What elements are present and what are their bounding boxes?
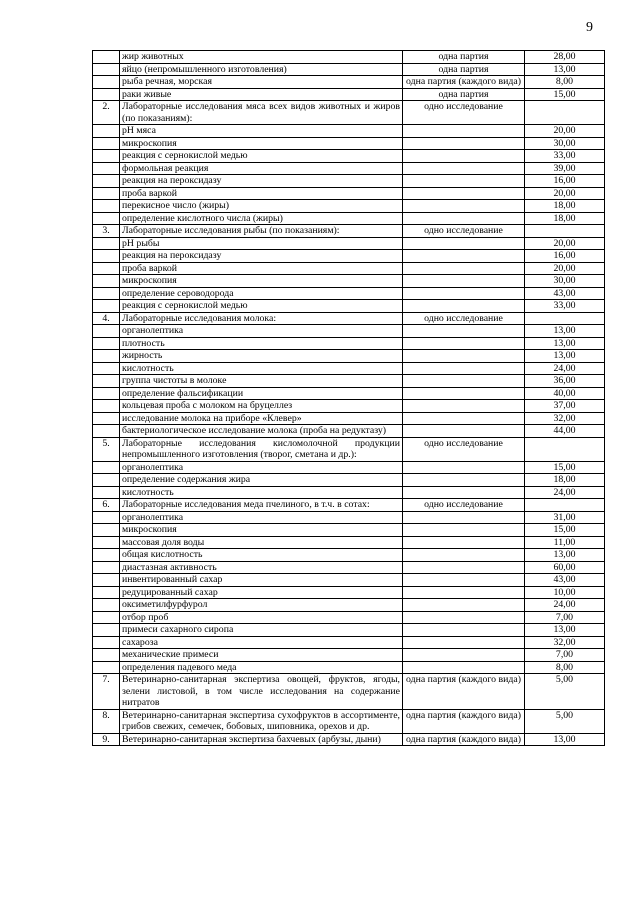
row-unit [403, 262, 525, 275]
row-unit [403, 400, 525, 413]
row-price: 7,00 [525, 649, 605, 662]
row-number [93, 187, 120, 200]
row-price: 31,00 [525, 511, 605, 524]
row-number [93, 461, 120, 474]
table-row [93, 524, 605, 537]
row-price [525, 437, 605, 461]
table-row [93, 362, 605, 375]
row-name: определение сероводорода [120, 287, 403, 300]
row-unit: одна партия (каждого вида) [403, 76, 525, 89]
row-price: 39,00 [525, 162, 605, 175]
row-price: 18,00 [525, 474, 605, 487]
row-price: 8,00 [525, 76, 605, 89]
row-name: органолептика [120, 325, 403, 338]
row-price: 13,00 [525, 337, 605, 350]
row-number [93, 599, 120, 612]
row-price: 13,00 [525, 63, 605, 76]
row-unit [403, 287, 525, 300]
row-name: жирность [120, 350, 403, 363]
table-row [93, 187, 605, 200]
row-number [93, 661, 120, 674]
table-row [93, 237, 605, 250]
row-name: оксиметилфурфурол [120, 599, 403, 612]
row-name: Ветеринарно-санитарная экспертиза бахчевых (арбузы, дыни) [120, 733, 403, 746]
row-number [93, 586, 120, 599]
row-unit [403, 200, 525, 213]
row-unit [403, 624, 525, 637]
row-number [93, 362, 120, 375]
table-row [93, 51, 605, 64]
table-row [93, 137, 605, 150]
row-price: 24,00 [525, 599, 605, 612]
row-number: 4. [93, 312, 120, 325]
row-name: кислотность [120, 486, 403, 499]
row-name: микроскопия [120, 275, 403, 288]
row-name: Лабораторные исследования мяса всех видов животных и жиров (по показаниям): [120, 101, 403, 125]
table-row [93, 287, 605, 300]
row-name: жир животных [120, 51, 403, 64]
row-name: микроскопия [120, 524, 403, 537]
row-price: 15,00 [525, 88, 605, 101]
row-price: 15,00 [525, 461, 605, 474]
table-row [93, 162, 605, 175]
row-number: 5. [93, 437, 120, 461]
row-name: Ветеринарно-санитарная экспертиза овощей, фруктов, ягоды, зелени листовой, в том числе исследования на содержание нитратов [120, 674, 403, 710]
table-row [93, 400, 605, 413]
row-name: инвентированный сахар [120, 574, 403, 587]
row-name: яйцо (непромышленного изготовления) [120, 63, 403, 76]
row-name: проба варкой [120, 187, 403, 200]
row-number: 9. [93, 733, 120, 746]
row-number [93, 611, 120, 624]
row-name: определение фальсификации [120, 387, 403, 400]
row-price: 13,00 [525, 624, 605, 637]
row-name: формольная реакция [120, 162, 403, 175]
row-price [525, 101, 605, 125]
row-number [93, 51, 120, 64]
row-number [93, 125, 120, 138]
row-unit [403, 137, 525, 150]
row-price: 8,00 [525, 661, 605, 674]
row-price: 36,00 [525, 375, 605, 388]
row-price: 13,00 [525, 549, 605, 562]
table-row [93, 474, 605, 487]
row-price: 24,00 [525, 362, 605, 375]
row-price: 10,00 [525, 586, 605, 599]
row-unit: одна партия (каждого вида) [403, 674, 525, 710]
table-row [93, 611, 605, 624]
row-number [93, 486, 120, 499]
row-unit: одно исследование [403, 499, 525, 512]
row-number: 7. [93, 674, 120, 710]
row-unit [403, 574, 525, 587]
row-number [93, 150, 120, 163]
table-row [93, 300, 605, 313]
row-name: Лабораторные исследования молока: [120, 312, 403, 325]
table-row [93, 150, 605, 163]
row-number [93, 175, 120, 188]
row-price: 33,00 [525, 300, 605, 313]
table-row [93, 312, 605, 325]
row-name: группа чистоты в молоке [120, 375, 403, 388]
row-number [93, 275, 120, 288]
row-number [93, 636, 120, 649]
row-name: редуцированный сахар [120, 586, 403, 599]
row-number [93, 549, 120, 562]
row-name: кислотность [120, 362, 403, 375]
table-row [93, 425, 605, 438]
row-unit [403, 511, 525, 524]
page-number: 9 [586, 20, 593, 35]
table-row [93, 76, 605, 89]
row-price [525, 499, 605, 512]
table-row [93, 200, 605, 213]
row-number [93, 425, 120, 438]
row-price [525, 312, 605, 325]
row-name: общая кислотность [120, 549, 403, 562]
table-row [93, 275, 605, 288]
row-unit [403, 661, 525, 674]
row-unit [403, 636, 525, 649]
row-unit: одна партия (каждого вида) [403, 733, 525, 746]
row-price: 7,00 [525, 611, 605, 624]
row-name: определение кислотного числа (жиры) [120, 212, 403, 225]
row-name: плотность [120, 337, 403, 350]
row-number [93, 212, 120, 225]
row-unit [403, 150, 525, 163]
row-number [93, 649, 120, 662]
table-row [93, 387, 605, 400]
row-price: 28,00 [525, 51, 605, 64]
row-unit [403, 300, 525, 313]
row-number [93, 300, 120, 313]
row-unit [403, 586, 525, 599]
row-name: Лабораторные исследования кисломолочной продукции непромышленного изготовления (творог, сметана и др.): [120, 437, 403, 461]
table-row [93, 262, 605, 275]
row-name: определения падевого меда [120, 661, 403, 674]
row-price: 32,00 [525, 412, 605, 425]
row-unit [403, 125, 525, 138]
table-row [93, 175, 605, 188]
row-number: 2. [93, 101, 120, 125]
row-price: 15,00 [525, 524, 605, 537]
row-price: 5,00 [525, 709, 605, 733]
row-price: 32,00 [525, 636, 605, 649]
row-name: реакция с сернокислой медью [120, 150, 403, 163]
row-unit [403, 325, 525, 338]
row-price: 44,00 [525, 425, 605, 438]
row-name: исследование молока на приборе «Клевер» [120, 412, 403, 425]
row-number [93, 337, 120, 350]
row-price: 60,00 [525, 561, 605, 574]
row-number [93, 574, 120, 587]
row-unit [403, 649, 525, 662]
table-row [93, 325, 605, 338]
price-table-body [93, 51, 605, 746]
row-name: Лабораторные исследования рыбы (по показаниям): [120, 225, 403, 238]
row-number [93, 262, 120, 275]
row-name: примеси сахарного сиропа [120, 624, 403, 637]
table-row [93, 561, 605, 574]
row-number [93, 412, 120, 425]
row-unit [403, 412, 525, 425]
table-row [93, 499, 605, 512]
row-unit: одно исследование [403, 101, 525, 125]
row-unit [403, 187, 525, 200]
row-price: 20,00 [525, 262, 605, 275]
row-price: 13,00 [525, 350, 605, 363]
row-unit [403, 461, 525, 474]
row-price: 24,00 [525, 486, 605, 499]
row-unit [403, 162, 525, 175]
row-number [93, 561, 120, 574]
row-price: 43,00 [525, 574, 605, 587]
row-price: 18,00 [525, 200, 605, 213]
row-price: 20,00 [525, 125, 605, 138]
table-row [93, 709, 605, 733]
row-unit [403, 524, 525, 537]
row-name: pH мяса [120, 125, 403, 138]
row-name: Лабораторные исследования меда пчелиного, в т.ч. в сотах: [120, 499, 403, 512]
row-number [93, 375, 120, 388]
table-row [93, 337, 605, 350]
row-name: Ветеринарно-санитарная экспертиза сухофруктов в ассортименте, грибов свежих, семечек, бобовых, шиповника, орехов и др. [120, 709, 403, 733]
row-price: 13,00 [525, 733, 605, 746]
row-number [93, 511, 120, 524]
row-price: 40,00 [525, 387, 605, 400]
row-number [93, 624, 120, 637]
row-name: органолептика [120, 461, 403, 474]
row-price: 43,00 [525, 287, 605, 300]
row-number [93, 287, 120, 300]
row-number [93, 536, 120, 549]
table-row [93, 674, 605, 710]
row-number: 8. [93, 709, 120, 733]
row-name: массовая доля воды [120, 536, 403, 549]
row-unit [403, 599, 525, 612]
table-row [93, 599, 605, 612]
table-row [93, 733, 605, 746]
row-price: 16,00 [525, 175, 605, 188]
row-price: 30,00 [525, 275, 605, 288]
row-number [93, 524, 120, 537]
row-unit: одна партия (каждого вида) [403, 709, 525, 733]
row-name: раки живые [120, 88, 403, 101]
row-number: 6. [93, 499, 120, 512]
row-price: 30,00 [525, 137, 605, 150]
table-row [93, 486, 605, 499]
row-unit [403, 486, 525, 499]
row-unit [403, 337, 525, 350]
table-row [93, 511, 605, 524]
table-row [93, 624, 605, 637]
table-row [93, 549, 605, 562]
table-row [93, 574, 605, 587]
row-name: реакция с сернокислой медью [120, 300, 403, 313]
row-number [93, 250, 120, 263]
table-row [93, 649, 605, 662]
row-unit [403, 237, 525, 250]
table-row [93, 636, 605, 649]
row-unit [403, 175, 525, 188]
table-row [93, 125, 605, 138]
row-number [93, 63, 120, 76]
row-name: сахароза [120, 636, 403, 649]
row-unit [403, 362, 525, 375]
row-name: органолептика [120, 511, 403, 524]
row-unit [403, 611, 525, 624]
row-unit: одно исследование [403, 437, 525, 461]
row-price [525, 225, 605, 238]
row-unit [403, 536, 525, 549]
price-table [92, 50, 605, 746]
row-price: 37,00 [525, 400, 605, 413]
row-unit [403, 350, 525, 363]
table-row [93, 586, 605, 599]
table-row [93, 225, 605, 238]
row-unit: одна партия [403, 88, 525, 101]
table-row [93, 536, 605, 549]
row-number [93, 237, 120, 250]
table-row [93, 350, 605, 363]
row-name: бактериологическое исследование молока (проба на редуктазу) [120, 425, 403, 438]
row-number [93, 162, 120, 175]
row-price: 33,00 [525, 150, 605, 163]
row-unit: одно исследование [403, 312, 525, 325]
row-number [93, 88, 120, 101]
row-price: 11,00 [525, 536, 605, 549]
row-unit [403, 425, 525, 438]
table-row [93, 437, 605, 461]
row-unit: одна партия [403, 51, 525, 64]
row-price: 20,00 [525, 237, 605, 250]
row-name: механические примеси [120, 649, 403, 662]
row-number [93, 474, 120, 487]
row-name: реакция на пероксидазу [120, 250, 403, 263]
table-row [93, 375, 605, 388]
row-number [93, 325, 120, 338]
row-number [93, 400, 120, 413]
row-name: рыба речная, морская [120, 76, 403, 89]
row-price: 13,00 [525, 325, 605, 338]
row-unit [403, 375, 525, 388]
row-unit: одно исследование [403, 225, 525, 238]
table-row [93, 461, 605, 474]
row-unit [403, 387, 525, 400]
row-name: определение содержания жира [120, 474, 403, 487]
row-price: 20,00 [525, 187, 605, 200]
table-row [93, 88, 605, 101]
row-number [93, 76, 120, 89]
table-row [93, 212, 605, 225]
table-row [93, 250, 605, 263]
row-name: проба варкой [120, 262, 403, 275]
table-row [93, 412, 605, 425]
row-unit [403, 250, 525, 263]
row-number [93, 200, 120, 213]
row-name: диастазная активность [120, 561, 403, 574]
table-row [93, 101, 605, 125]
row-name: отбор проб [120, 611, 403, 624]
row-name: реакция на пероксидазу [120, 175, 403, 188]
row-name: кольцевая проба с молоком на бруцеллез [120, 400, 403, 413]
row-price: 16,00 [525, 250, 605, 263]
row-name: pH рыбы [120, 237, 403, 250]
row-unit [403, 474, 525, 487]
row-name: микроскопия [120, 137, 403, 150]
row-unit [403, 212, 525, 225]
row-number [93, 350, 120, 363]
row-price: 18,00 [525, 212, 605, 225]
row-unit [403, 275, 525, 288]
row-number [93, 137, 120, 150]
row-number: 3. [93, 225, 120, 238]
row-unit: одна партия [403, 63, 525, 76]
row-unit [403, 549, 525, 562]
row-unit [403, 561, 525, 574]
row-price: 5,00 [525, 674, 605, 710]
row-number [93, 387, 120, 400]
table-row [93, 661, 605, 674]
table-row [93, 63, 605, 76]
row-name: перекисное число (жиры) [120, 200, 403, 213]
